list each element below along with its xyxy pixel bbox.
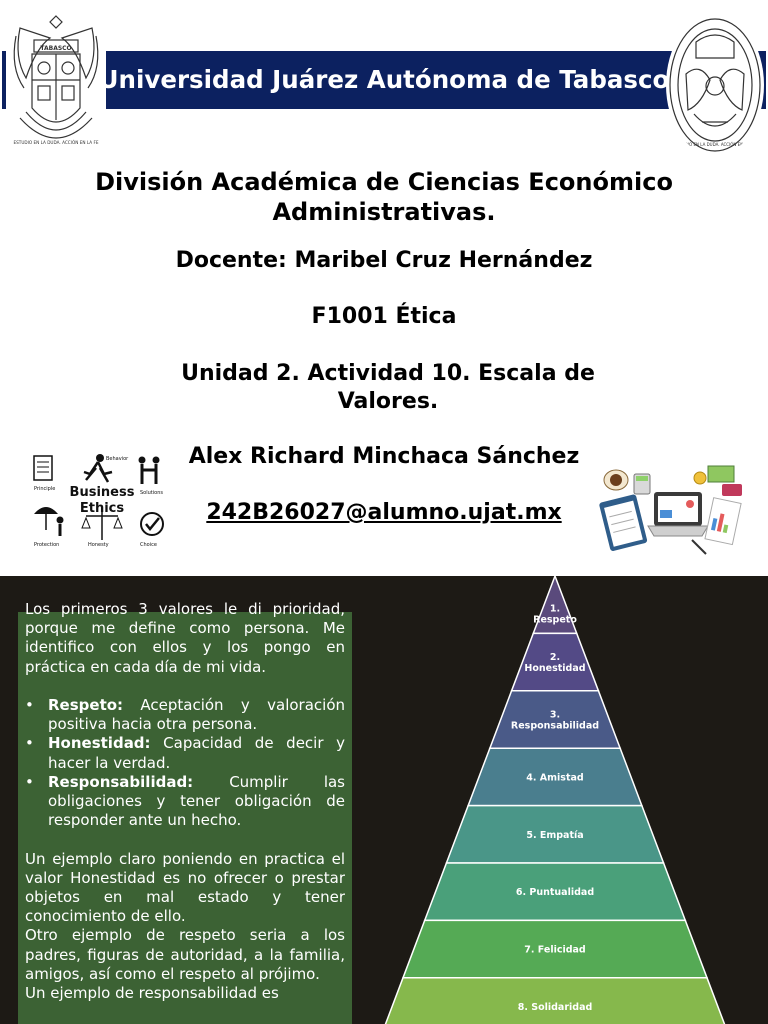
crest-left-text: TABASCO — [40, 45, 72, 52]
ethics-label-protection: Protection — [34, 542, 60, 548]
ethics-label-choice: Choice — [140, 542, 157, 548]
business-ethics-illustration — [28, 450, 172, 550]
ethics-word2: Ethics — [79, 501, 125, 516]
example-respeto: Otro ejemplo de respeto seria a los padres, figuras de autoridad, a la familia, amigos, así como el respeto al prójimo. — [25, 926, 345, 983]
values-definition-list — [25, 696, 345, 830]
values-pyramid — [380, 576, 740, 1024]
pyramid-level-8 — [381, 978, 728, 1024]
activity-title: Unidad 2. Actividad 10. Escala de Valores. — [181, 361, 595, 414]
pyramid-label-1: 1. — [549, 603, 561, 615]
example-honestidad: Un ejemplo claro poniendo en practica el valor Honestidad es no ofrecer o prestar objetos en mal estado y tener conocimiento de ello. — [25, 849, 345, 926]
intro-paragraph: Los primeros 3 valores le di prioridad, porque me define como persona. Me identifico con ellos y los pongo en práctica en cada día de mi vida. — [25, 600, 345, 676]
definition-term: Responsabilidad: — [48, 772, 194, 791]
course-code: F1001 Ética — [311, 304, 457, 329]
definition-item-responsabilidad — [25, 773, 345, 831]
ethics-label-behavior: Behavior — [106, 456, 129, 462]
university-title: Universidad Juárez Autónoma de Tabasco — [98, 65, 670, 94]
office-accounting-illustration — [596, 462, 748, 558]
pyramid-label-5: 5. Empatía — [526, 829, 584, 841]
pyramid-label-3: Responsabilidad — [510, 720, 600, 732]
ethics-word1: Business — [69, 485, 135, 500]
definition-term: Honestidad: — [48, 734, 151, 753]
crest-left-motto: ESTUDIO EN LA DUDA. ACCIÓN EN LA FE — [13, 140, 99, 145]
pyramid-label-2: Honestidad — [524, 663, 586, 675]
example-responsabilidad: Un ejemplo de responsabilidad es — [25, 984, 279, 1003]
definition-term: Respeto: — [48, 696, 124, 714]
pyramid-label-3: 3. — [549, 709, 561, 721]
pyramid-label-7: 7. Felicidad — [524, 944, 586, 956]
definition-text: Capacidad de decir y hacer la verdad. — [48, 734, 345, 772]
ethics-label-principle: Principle — [34, 486, 56, 492]
pyramid-label-4: 4. Amistad — [526, 772, 584, 784]
definition-item-respeto — [25, 696, 345, 734]
definition-item-honestidad — [25, 734, 345, 772]
ethics-label-solutions: Solutions — [140, 490, 163, 496]
student-name: Alex Richard Minchaca Sánchez — [188, 444, 580, 469]
ujat-crest-logo — [6, 8, 106, 154]
pyramid-label-2: 2. — [549, 652, 561, 664]
ethics-label-honesty: Honesty — [88, 542, 109, 548]
pyramid-label-1: Respeto — [533, 614, 577, 626]
pyramid-label-6: 6. Puntualidad — [515, 887, 595, 899]
student-email[interactable]: 242B26027@alumno.ujat.mx — [206, 500, 562, 525]
values-explanation — [25, 600, 345, 1024]
teacher-name: Docente: Maribel Cruz Hernández — [175, 248, 593, 273]
pyramid-label-8: 8. Solidaridad — [517, 1002, 593, 1013]
definition-text: Aceptación y valoración positiva hacia otra persona. — [48, 696, 345, 734]
ujat-seal-logo — [666, 14, 764, 156]
definition-text: Cumplir las obligaciones y tener obligación de responder ante un hecho. — [48, 772, 345, 830]
crest-right-motto: ESTUDIO EN LA DUDA. ACCIÓN EN LA FE — [674, 142, 756, 147]
division-title: División Académica de Ciencias Económico Administrativas. — [95, 168, 673, 226]
